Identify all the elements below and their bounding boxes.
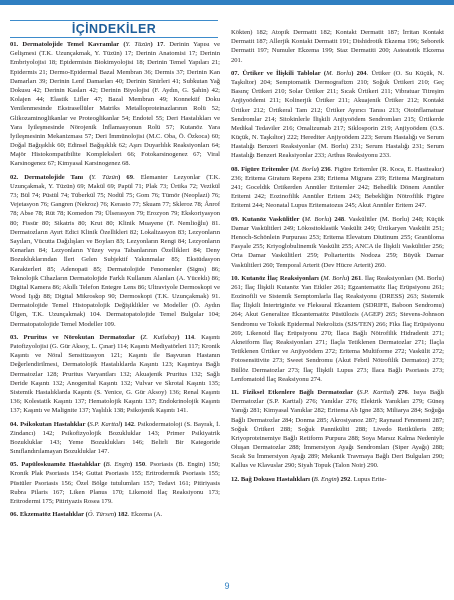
chapter-title: 09. Kutanöz Vaskülitler — [231, 215, 300, 223]
chapter-title: 01. Dermatolojide Temel Kavramlar — [10, 41, 120, 48]
chapter-title: 08. Figüre Eritemler — [231, 165, 289, 173]
chapter-page: 292 — [340, 475, 351, 483]
chapter-contents: Kaşıntı Patofizyolojisi (G. Gür Aksoy, L. Çınar) 114; Kaşıntı Mediyatörleri 117; Kronik Kaşıntı ve Nöral Sensitizasyon 121; Kaşıntı ile Başvuran Hastanın Değerlendirilmesi, Dermatolojik Hastalıklarda Kaşıntı 123; Kaşıntıya Bağlı Dermatozlar 128; Pruritus Varyantları 132; Akuajenik Pruritus 132; Sağlı Deride Kaşıntı 132; Anogenital Kaşıntı 132; Vulvar ve Skrotal Kaşıntı 135; Sistemik Hastalıklarda Kaşıntı (S. Yenice, G. Gür Aksoy) 136; Renal Kaşıntı 136; Kolestatik Kaşıntı 137; Hematolojik Kaşıntı 137; Endokrinolojik Kaşıntı 137; Kaşıntı ve Malignite 137; Yaşlılık 138; Psikojenik Kaşıntı 141. — [10, 333, 220, 415]
chapter-author: M. Borlu — [323, 274, 348, 282]
toc-entry: 03. Pruritus ve Nörokutan Dermatozlar (Z. Kutlubay) 114. Kaşıntı Patofizyolojisi (G. Gür Aksoy, L. Çınar) 114; Kaşıntı Mediyatörleri 117; Kronik Kaşıntı ve Nöral Sensitizasyon 121; Kaşıntı ile Başvuran Hastanın Değerlendirilmesi, Dermatolojik Hastalıklarda Kaşıntı 123; Kaşıntıya Bağlı Dermatozlar 128; Pruritus Varyantları 132; Akuajenik Pruritus 132; Sağlı Deride Kaşıntı 132; Anogenital Kaşıntı 132; Vulvar ve Skrotal Kaşıntı 135; Sistemik Hastalıklarda Kaşıntı (S. Yenice, G. Gür Aksoy) 136; Renal Kaşıntı 136; Kolestatik Kaşıntı 137; Hematolojik Kaşıntı 137; Endokrinolojik Kaşıntı 137; Kaşıntı ve Malignite 137; Yaşlılık 138; Psikojenik Kaşıntı 141. — [10, 333, 220, 415]
chapter-author: S.P. Karttal — [359, 388, 392, 396]
chapter-title: 10. Kutanöz İlaç Reaksiyonları — [231, 274, 319, 282]
chapter-contents: Vaskülitler (M. Borlu) 248; Küçük Damar Vaskülitleri 249; Lökositoklastik Vaskülit 249; Ürtikaryen Vaskülit 251; Henoch-Schönlein Purpurası 253; Eritema Elevatum Diutinum 255; Granüloma Fasyale 255; Kriyoglobulinemik Vaskülit 255; ANCA ile İlişkili Vaskülitler 256; Orta Damar Vaskülitleri 259; Poliarteritis Nodoza 259; Büyük Damar Vaskülitleri 260; Temporal Arterit (Dev Hücre Arterit) 260. — [231, 215, 444, 269]
chapter-contents: İlaç Reaksiyonları (M. Borlu) 261; İlaç İlişkili Kutanöz Yan Etkiler 261; Egzantematöz İlaç Erüpsiyonu 261; Eozinofili ve Sistemik Semptomlarla İlaç Reaksiyonu (DRESS) 263; Sistemik İlaç İlişkili İntertriginöz ve Fleksural Ekzantem (SDRIFE, Baboon Sendromu) 264; Akut Generalize Ekzantematöz Püstülozis (AGEP) 265; Stevens-Johnson Sendromu ve Toksik Epidermal Nekrolizis (SJS/TEN) 266; Fiks İlaç Erüpsiyonu 269; Likenoid İlaç Erüpsiyonu 270; İlaca Bağlı Nötrofilik Hidradenit 271; Akneiform İlaç Reaksiyonları 271; İlaçla Tetiklenen Dermatozlar 271; İlaçla Tetiklenen Ürtiker ve Anjiyoödem 272; Eritema Multiforme 272; Vaskülit 272; Fotosensitivite 273; Sweet Sendromu (Akut Febril Nötrofilik Dermatoz) 273; Büllöz Dermatozlar 273; İlaç İlişkili Lupus 273; İlaca Bağlı Psoriasis 273; Lenfomatoid İlaç Reaksiyonu 274. — [231, 274, 444, 383]
page-number: 9 — [224, 581, 230, 591]
chapter-author: M. Borlu — [326, 69, 352, 77]
chapter-title: 02. Dermatolojide Tanı — [10, 173, 84, 181]
chapter-page: 150 — [135, 461, 146, 469]
chapter-contents: Elemanter Lezyonlar (T.K. Uzunçakmak, Y. Tüzün) 69; Makül 69; Papül 71; Plak 73; Ürtika 72; Vezikül 73; Bül 74; Püstül 74; Tüberkül 75; Nodül 75; Gom 76; Tümör (Neoplazi) 76; Vejetasyon 76; Gangren (Nekroz) 76; Kerasto 77; Skuam 77; Skleroz 78; Ånrof 78; Abse 78; Rüt 78; Komedon 79; Ülserasyon 79; Erozyon 79; Ekskoriyasyon 80; Fissür 80; Sikatris 80; Krut 80; Klinik Muayene (F. Nemlioğlu) 81. Dermatozların Ayırt Edici Klinik Özellikleri 82; Lokalizasyon 83; Lezyonların Sayıları, Vücutta Dağılışları ve Boyları 83; Lezyonların Rengi 84; Lezyonların Kenarları 84; Lezyonların Yüzey veya Tabanlarının Özellikleri 84; Deny Bozukluklarından İleri Gelen Subjektif Yakınmalar 85; Ekstüdasyon Karakterleri 85; Adenopati 85; Dermatolojide Fenomenler (Signs) 86; Teknolojik Cihazların Dermatolojide Farklı Kullanım Alanları (A. Yüceklı) 86; Digital Kamera 86; Akıllı Telefon Entegre Lens 86; Ultraviyole Dermoskopi ve Wood Işığı 88; Digital Mikroskop 90; Dermoskopi (T.K. Uzunçakmak) 91. Dermatolojide Temel Histopatolojik Değişiklikler ve Modeller (Ö. Aydın Ülgen, T.K. Uzunçakmak) 104. Dermatopatolojide Temel Bulgular 104; Dermatopatolojide Temel Modeller 109. — [10, 173, 220, 328]
toc-entry: 05. Papüloskuamöz Hastalıklar (B. Engin) 150. Psoriasis (B. Engin) 150; Kronik Plak Psoriasis 154; Guttat Psoriasis 155; Eritrodermik Psoriasis 155; Püstüler Psoriasis 156; Özel Bölge tutulumları 157; Tedavi 161; Pitiriyasis Rubra Pilaris 167; Liken Planus 170; Likenoid İlaç Reaksiyonu 173; Eritrodermi 175; Pitiriyazis Rosea 179. — [10, 461, 220, 505]
toc-entry: 08. Figüre Eritemler (M. Borlu) 236. Figüre Eritemler (R. Koca, E. Hastteakır) 236; Eritema Giratum Repens 238; Eritema Migrans 239; Eritema Marginatum 241; Goceldik Ürtikerden Annüler Eritemler 242; Behedlik Dönem Annüler Eritemi 242; Eozinofilik Annüler Eritem 243; Bebekliğin Nötrofilik Figüre Eritemi 244; Neonatal Lupus Eritematozus 245; Akut Annüler Eritem 247. — [231, 165, 444, 210]
chapter-contents: Psoriasis (B. Engin) 150; Kronik Plak Psoriasis 154; Guttat Psoriasis 155; Eritrodermik Psoriasis 155; Püstüler Psoriasis 156; Özel Bölge tutulumları 157; Tedavi 161; Pitiriyasis Rubra Pilaris 167; Liken Planus 170; Likenoid İlaç Reaksiyonu 173; Eritrodermi 175; Pitiriyazis Rosea 179. — [10, 461, 220, 505]
chapter-contents: Ekzema (A. — [130, 511, 163, 519]
toc-entry: 11. Fiziksel Etkenlere Bağlı Dermatozlar (S.P. Karttal) 276. Isıya Bağlı Dermatozlar (S.P. Karttal) 276; Yanıklar 276; Elektrik Yanıkları 279; Güneş Yanığı 281; Kimyasal Yanıklar 282; Eritema Ab Igne 283; Miliarya 284; Soğuğa Bağlı Dermatozlar 284; Donma 285; Akrosiyanoz 287; Raynaud Fenomeni 287; Soğuk Ürtikeri 288; Soğuk Panniküliti 288; Livedo Retiküleris 289; Kriyoproteinemiye Bağlı Retiform Purpura 288; Soya Marsız Kalma Nedeniyle Oluşan Dermatozlar 288; İmmersiyon Ayağı Sendromları (Siper Ayağı) 288; Sıcak Su İmmersiyon Ayağı 289; Mekanik Travmaya Bağlı Deri Bulguları 290; Kallus ve Klavuslar 290; Siyah Topuk (Talon Noir) 290. — [231, 388, 444, 470]
toc-entry — [231, 28, 444, 65]
chapter-title: 06. Ekzematöz Hastalıklar — [10, 511, 85, 519]
top-accent-bar — [0, 0, 454, 5]
chapter-contents: Ürtiker (O. Su Küçük, N. Taşkıltor) 204; Semptomatik Dermografizm 210; Soğuk Ürtikeri 210; Geç Basınç Ürtikeri 210; Solar Ürtiker 211; Sıcak Ürtikeri 211; Vibratuar Titreşim Anjiyoödemi 211; Kolinerjik Ürtiker 211; Akuajenik Ürtiker 212; Kontakt Ürtiker 212; Ürtikeral Tam 212; Ürtiker Ayırıcı Tanısı 213; Otoinflamatuar Sendromlar 214; Sitokinlerle İlişkili Anjiyoödem Sendromları 215; Ürtikerde Medikal Tedaviler 216; Omalizumab 217; Siklosporin 219; Anjiyoödem (O.S. Küçük, N. Taşkıltor) 222; Herediter Anjiyoödem 223; Serum Hastalığı ve Serum Hastalığı Benzeri Reaksiyonlar (M. Borlu) 231; Serum Hastalığı 231; Serum Hastalığı Benzeri Reaksiyonlar 233; Arthus Reaksiyonu 233. — [231, 69, 444, 160]
chapter-author: Y. Tüzün — [91, 173, 119, 181]
chapter-page: 204 — [356, 69, 367, 77]
chapter-contents: Lupus Erite- — [353, 475, 387, 483]
chapter-page: 261 — [351, 274, 362, 282]
toc-entry: 10. Kutanöz İlaç Reaksiyonları (M. Borlu) 261. İlaç Reaksiyonları (M. Borlu) 261; İlaç İlişkili Kutanöz Yan Etkiler 261; Egzantematöz İlaç Erüpsiyonu 261; Eozinofili ve Sistemik Semptomlarla İlaç Reaksiyonu (DRESS) 263; Sistemik İlaç İlişkili İntertriginöz ve Fleksural Ekzantem (SDRIFE, Baboon Sendromu) 264; Akut Generalize Ekzantematöz Püstülozis (AGEP) 265; Stevens-Johnson Sendromu ve Toksik Epidermal Nekrolizis (SJS/TEN) 266; Fiks İlaç Erüpsiyonu 269; Likenoid İlaç Erüpsiyonu 270; İlaca Bağlı Nötrofilik Hidradenit 271; Akneiform İlaç Reaksiyonları 271; İlaçla Tetiklenen Dermatozlar 271; İlaçla Tetiklenen Ürtiker ve Anjiyoödem 272; Eritema Multiforme 272; Vaskülit 272; Fotosensitivite 273; Sweet Sendromu (Akut Febril Nötrofilik Dermatoz) 273; Büllöz Dermatozlar 273; İlaç İlişkili Lupus 273; İlaca Bağlı Psoriasis 273; Lenfomatoid İlaç Reaksiyonu 274. — [231, 274, 444, 383]
chapter-author: S.P. Karttal — [89, 420, 121, 428]
toc-entry: 07. Ürtiker ve İlişkili Tablolar (M. Borlu) 204. Ürtiker (O. Su Küçük, N. Taşkıltor) 204; Semptomatik Dermografizm 210; Soğuk Ürtikeri 210; Geç Basınç Ürtikeri 210; Solar Ürtiker 211; Sıcak Ürtikeri 211; Vibratuar Titreşim Anjiyoödemi 211; Kolinerjik Ürtiker 211; Akuajenik Ürtiker 212; Kontakt Ürtiker 212; Ürtikeral Tam 212; Ürtiker Ayırıcı Tanısı 213; Otoinflamatuar Sendromlar 214; Sitokinlerle İlişkili Anjiyoödem Sendromları 215; Ürtikerde Medikal Tedaviler 216; Omalizumab 217; Siklosporin 219; Anjiyoödem (O.S. Küçük, N. Taşkıltor) 222; Herediter Anjiyoödem 223; Serum Hastalığı ve Serum Hastalığı Benzeri Reaksiyonlar (M. Borlu) 231; Serum Hastalığı 231; Serum Hastalığı Benzeri Reaksiyonlar 233; Arthus Reaksiyonu 233. — [231, 69, 444, 160]
chapter-page: 142 — [124, 420, 135, 428]
chapter-title: 05. Papüloskuamöz Hastalıklar — [10, 461, 101, 469]
chapter-title: 03. Pruritus ve Nörokutan Dermatozlar — [10, 333, 136, 341]
chapter-contents: Psikodermatoloji (S. Bayrak, İ. Zindancı) 142; Psikofizyolojik Bozukluklar 143; Primer Psikiyatrik Bozukluklar 143; Yeme Bozuklukları 146; Belirli Bir Kategoride Sınıflandırılamayan Bozukluklar 147. — [10, 420, 220, 456]
toc-column-left — [10, 40, 220, 592]
chapter-title: 04. Psikokutan Hastalıklar — [10, 420, 86, 428]
toc-entry: 02. Dermatolojide Tanı (Y. Tüzün) 69. Elemanter Lezyonlar (T.K. Uzunçakmak, Y. Tüzün) 69; Makül 69; Papül 71; Plak 73; Ürtika 72; Vezikül 73; Bül 74; Püstül 74; Tüberkül 75; Nodül 75; Gom 76; Tümör (Neoplazi) 76; Vejetasyon 76; Gangren (Nekroz) 76; Kerasto 77; Skuam 77; Skleroz 78; Ånrof 78; Abse 78; Rüt 78; Komedon 79; Ülserasyon 79; Erozyon 79; Ekskoriyasyon 80; Fissür 80; Sikatris 80; Krut 80; Klinik Muayene (F. Nemlioğlu) 81. Dermatozların Ayırt Edici Klinik Özellikleri 82; Lokalizasyon 83; Lezyonların Sayıları, Vücutta Dağılışları ve Boyları 83; Lezyonların Rengi 84; Lezyonların Kenarları 84; Lezyonların Yüzey veya Tabanlarının Özellikleri 84; Deny Bozukluklarından İleri Gelen Subjektif Yakınmalar 85; Ekstüdasyon Karakterleri 85; Adenopati 85; Dermatolojide Fenomenler (Signs) 86; Teknolojik Cihazların Dermatolojide Farklı Kullanım Alanları (A. Yüceklı) 86; Digital Kamera 86; Akıllı Telefon Entegre Lens 86; Ultraviyole Dermoskopi ve Wood Işığı 88; Digital Mikroskop 90; Dermoskopi (T.K. Uzunçakmak) 91. Dermatolojide Temel Histopatolojik Değişiklikler ve Modeller (Ö. Aydın Ülgen, T.K. Uzunçakmak) 104. Dermatopatolojide Temel Bulgular 104; Dermatopatolojide Temel Modeller 109. — [10, 173, 220, 328]
toc-header: İÇİNDEKİLER — [10, 20, 218, 38]
toc-entry: 01. Dermatolojide Temel Kavramlar (Y. Tüzün) 17. Derinin Yapısı ve Gelişmesi (T.K. Uzunçakmak, Y. Tüzün) 17; Derinin Anatomisi 17; Derinin Embriyolojisi 18; Epidermisin Biokimyolojisi 18; Derinin Temel Yapıları 21; Epidermis 21; Dermo-Epidermal Bazal Membran 36; Dermis 37; Derinin Kan Damarları 39; Derinin Lenf Damarları 40; Derinin Sinirleri 41; Subkutan Yağ Dokusu 42; Derinin Kasları 42; Derinin Biyolojisi (F. Aydın, G. Şahin) 42; Kolajen 44; Elastik Lifler 47; Bazal Membran 49; Konnektif Doku Yenilenmesinde Ekstrasellüler Matriks Metalloproteinazlarının Rolü 52; Glikozaminoglikanlar ve Proteoglikanlar 54; Endotel 55; Deri Hastalıkları ve Yara İyileşmesinde Nörojenik İnflamasyonun Rolü 57; Kutanöz Yara İyileşmesinin Mekanizması 57; Deri İmmünolojisi (M.C. Oba, Ö. Özkoca) 60; Doğal Bağışıklık 60; Edinsel Bağışıklık 62; Aşırı Duyarlılık Reaksiyonları 64; Majör Histokompatibilite Kompleksleri 66; Fotokarsinogenez 67; Viral Karsinogenez 67; Kimyasal Karsinogenez 68. — [10, 41, 220, 168]
chapter-page: 182 — [117, 511, 128, 519]
toc-column-right — [231, 28, 444, 592]
toc-entry: 06. Ekzematöz Hastalıklar (Ö. Türsen) 182. Ekzema (A. — [10, 511, 163, 519]
chapter-author: Ö. Türsen — [87, 511, 115, 519]
chapter-title: 11. Fiziksel Etkenlere Bağlı Dermatozlar — [231, 388, 354, 396]
chapter-contents: Isıya Bağlı Dermatozlar (S.P. Karttal) 276; Yanıklar 276; Elektrik Yanıkları 279; Güneş Yanığı 281; Kimyasal Yanıklar 282; Eritema Ab Igne 283; Miliarya 284; Soğuğa Bağlı Dermatozlar 284; Donma 285; Akrosiyanoz 287; Raynaud Fenomeni 287; Soğuk Ürtikeri 288; Soğuk Panniküliti 288; Livedo Retiküleris 289; Kriyoproteinemiye Bağlı Retiform Purpura 288; Soya Marsız Kalma Nedeniyle Oluşan Dermatozlar 288; İmmersiyon Ayağı Sendromları (Siper Ayağı) 288; Sıcak Su İmmersiyon Ayağı 289; Mekanik Travmaya Bağlı Deri Bulguları 290; Kallus ve Klavuslar 290; Siyah Topuk (Talon Noir) 290. — [231, 388, 444, 470]
chapter-contents: Derinin Yapısı ve Gelişmesi (T.K. Uzunçakmak, Y. Tüzün) 17; Derinin Anatomisi 17; Derinin Embriyolojisi 18; Epidermisin Biokimyolojisi 18; Derinin Temel Yapıları 21; Epidermis 21; Dermo-Epidermal Bazal Membran 36; Dermis 37; Derinin Kan Damarları 39; Derinin Lenf Damarları 40; Derinin Sinirleri 41; Subkutan Yağ Dokusu 42; Derinin Kasları 42; Derinin Biyolojisi (F. Aydın, G. Şahin) 42; Kolajen 44; Elastik Lifler 47; Bazal Membran 49; Konnektif Doku Yenilenmesinde Ekstrasellüler Matriks Metalloproteinazlarının Rolü 52; Glikozaminoglikanlar ve Proteoglikanlar 54; Endotel 55; Deri Hastalıkları ve Yara İyileşmesinde Nörojenik İnflamasyonun Rolü 57; Kutanöz Yara İyileşmesinin Mekanizması 57; Deri İmmünolojisi (M.C. Oba, Ö. Özkoca) 60; Doğal Bağışıklık 60; Edinsel Bağışıklık 62; Aşırı Duyarlılık Reaksiyonları 64; Majör Histokompatibilite Kompleksleri 66; Fotokarsinogenez 67; Viral Karsinogenez 67; Kimyasal Karsinogenez 68. — [10, 41, 220, 168]
chapter-author: M. Borlu — [292, 165, 317, 173]
chapter-author: Z. Kutlubay — [142, 333, 178, 341]
chapter-page: 276 — [397, 388, 408, 396]
chapter-page: 17 — [156, 41, 164, 48]
chapter-author: Y. Tüzün — [125, 41, 151, 48]
chapter-page: 69 — [126, 173, 133, 181]
chapter-page: 248 — [334, 215, 345, 223]
toc-entry: 09. Kutanöz Vaskülitler (M. Borlu) 248. Vaskülitler (M. Borlu) 248; Küçük Damar Vaskülitleri 249; Lökositoklastik Vaskülit 249; Ürtikaryen Vaskülit 251; Henoch-Schönlein Purpurası 253; Eritema Elevatum Diutinum 255; Granüloma Fasyale 255; Kriyoglobulinemik Vaskülit 255; ANCA ile İlişkili Vaskülitler 256; Orta Damar Vaskülitleri 259; Poliarteritis Nodoza 259; Büyük Damar Vaskülitleri 260; Temporal Arterit (Dev Hücre Arterit) 260. — [231, 215, 444, 269]
chapter-page: 236 — [320, 165, 331, 173]
chapter-contents: Figüre Eritemler (R. Koca, E. Hastteakır) 236; Eritema Giratum Repens 238; Eritema Migrans 239; Eritema Marginatum 241; Goceldik Ürtikerden Annüler Eritemler 242; Behedlik Dönem Annüler Eritemi 242; Eozinofilik Annüler Eritem 243; Bebekliğin Nötrofilik Figüre Eritemi 244; Neonatal Lupus Eritematozus 245; Akut Annüler Eritem 247. — [231, 165, 444, 210]
chapter-author: B. Engin — [313, 475, 337, 483]
chapter-author: M. Borlu — [304, 215, 330, 223]
chapter-title: 12. Bağ Dokusu Hastalıkları — [231, 475, 310, 483]
toc-entry: 04. Psikokutan Hastalıklar (S.P. Karttal) 142. Psikodermatoloji (S. Bayrak, İ. Zindancı) 142; Psikofizyolojik Bozukluklar 143; Primer Psikiyatrik Bozukluklar 143; Yeme Bozuklukları 146; Belirli Bir Kategoride Sınıflandırılamayan Bozukluklar 147. — [10, 420, 220, 456]
toc-entry: 12. Bağ Dokusu Hastalıkları (B. Engin) 292. Lupus Erite- — [231, 475, 387, 483]
chapter-author: B. Engin — [105, 461, 130, 469]
chapter-page: 114 — [184, 333, 195, 341]
chapter-contents: Kökten) 182; Atopik Dermatit 182; Kontakt Dermatit 187; İrritan Kontakt Dermatit 187; Allerjik Kontakt Dermatit 191; Dishidrotik Ekzema 196; Seboreik Dermatit 197; Numuler Ekzema 199; Staz Dermatiti 200; Asteatotik Ekzema 201. — [231, 29, 444, 64]
chapter-title: 07. Ürtiker ve İlişkili Tablolar — [231, 69, 321, 77]
